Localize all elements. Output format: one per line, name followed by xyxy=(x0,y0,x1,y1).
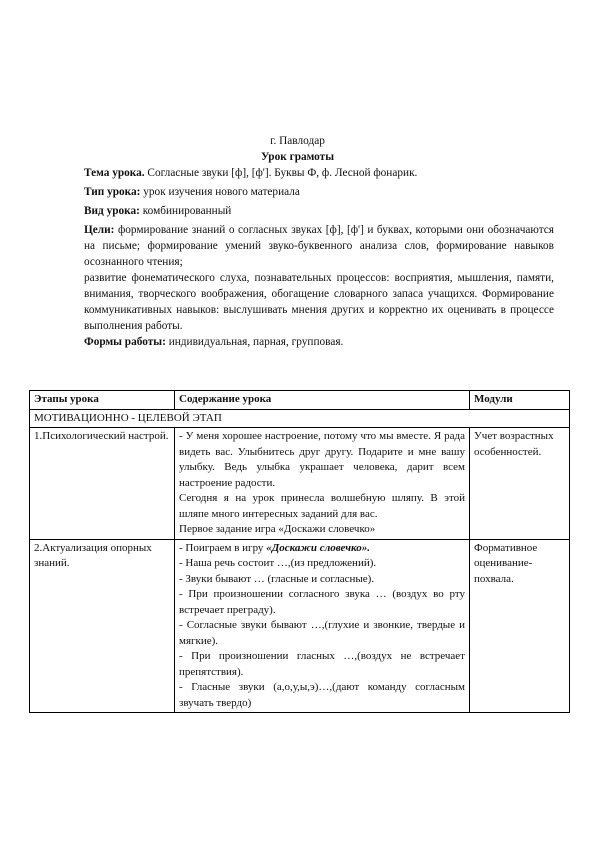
content-paragraph: - Наша речь состоит …,(из предложений). xyxy=(179,557,377,569)
stage-cell: 2.Актуализация опорных знаний. xyxy=(30,539,175,713)
stage-cell: 1.Психологический настрой. xyxy=(30,428,175,540)
table-row xyxy=(30,428,570,540)
table-header-row xyxy=(30,391,570,410)
forms-label: Формы работы: xyxy=(84,336,166,348)
game-line xyxy=(179,541,465,557)
table-row xyxy=(30,539,570,713)
content-cell xyxy=(175,539,470,713)
header-stages: Этапы урока xyxy=(30,391,175,410)
lesson-title: Урок грамоты xyxy=(260,151,335,163)
topic-label: Тема урока. xyxy=(84,167,145,179)
kind-line xyxy=(84,203,554,219)
forms-line xyxy=(84,334,554,350)
city-line: г. Павлодар xyxy=(270,135,325,147)
type-label: Тип урока: xyxy=(84,186,141,198)
goals-paragraph xyxy=(84,222,554,270)
goals-value: формирование знаний о согласных звуках [ф], [ф'] и буквах, которыми они обозначаются на письме; формирование умений звуко-буквенного анализа слов, формирование навыков осознанного чтения; xyxy=(84,224,554,268)
content-paragraph: - Согласные звуки бывают …,(глухие и звонкие, твердые и мягкие). xyxy=(179,619,465,647)
kind-value: комбинированный xyxy=(139,205,232,217)
lesson-intro xyxy=(84,165,554,350)
game-prefix: - Поиграем в игру xyxy=(179,541,267,554)
kind-label: Вид урока: xyxy=(84,205,140,217)
goals-paragraph-2: развитие фонематического слуха, познавательных процессов: восприятия, мышления, памяти, внимания, творческого воображения, обогащение словарного запаса учащихся. Формирование коммуникативных навыков: выслушивать мнения других и корректно их оценивать в процессе выполнения работы. xyxy=(84,272,554,332)
topic-value: Согласные звуки [ф], [ф']. Буквы Ф, ф. Лесной фонарик. xyxy=(144,167,418,179)
content-paragraph: - При произношении согласного звука … (воздух во рту встречает преграду). xyxy=(179,588,465,616)
content-paragraph: - У меня хорошее настроение, потому что мы вместе. Я рада видеть вас. Улыбнитесь друг другу. Подарите и мне вашу улыбку. Ведь улыбка украшает человека, дарит всем настроение радости. xyxy=(179,430,465,489)
content-cell xyxy=(175,428,470,540)
type-line xyxy=(84,184,554,200)
content-paragraph: - При произношении гласных …,(воздух не встречает препятствия). xyxy=(179,650,465,678)
header-content: Содержание урока xyxy=(175,391,470,410)
forms-value: индивидуальная, парная, групповая. xyxy=(165,336,344,348)
goals-label: Цели: xyxy=(84,224,115,236)
content-paragraph: - Гласные звуки (а,о,у,ы,э)…,(дают команду согласным звучать твердо) xyxy=(179,681,465,709)
module-cell: Учет возрастных особенностей. xyxy=(470,428,570,540)
lesson-table xyxy=(29,390,570,713)
module-cell: Формативное оценивание-похвала. xyxy=(470,539,570,713)
content-paragraph: - Звуки бывают … (гласные и согласные). xyxy=(179,572,375,585)
stage-title-row xyxy=(30,409,570,428)
topic-line xyxy=(84,165,554,181)
header-modules: Модули xyxy=(470,391,570,410)
game-name: «Доскажи словечко». xyxy=(266,541,370,554)
stage-title: МОТИВАЦИОННО - ЦЕЛЕВОЙ ЭТАП xyxy=(30,409,570,428)
content-paragraph: Сегодня я на урок принесла волшебную шляпу. В этой шляпе много интересных заданий для вас. xyxy=(179,492,465,520)
content-paragraph: Первое задание игра «Доскажи словечко» xyxy=(179,523,376,535)
type-value: урок изучения нового материала xyxy=(140,186,300,198)
